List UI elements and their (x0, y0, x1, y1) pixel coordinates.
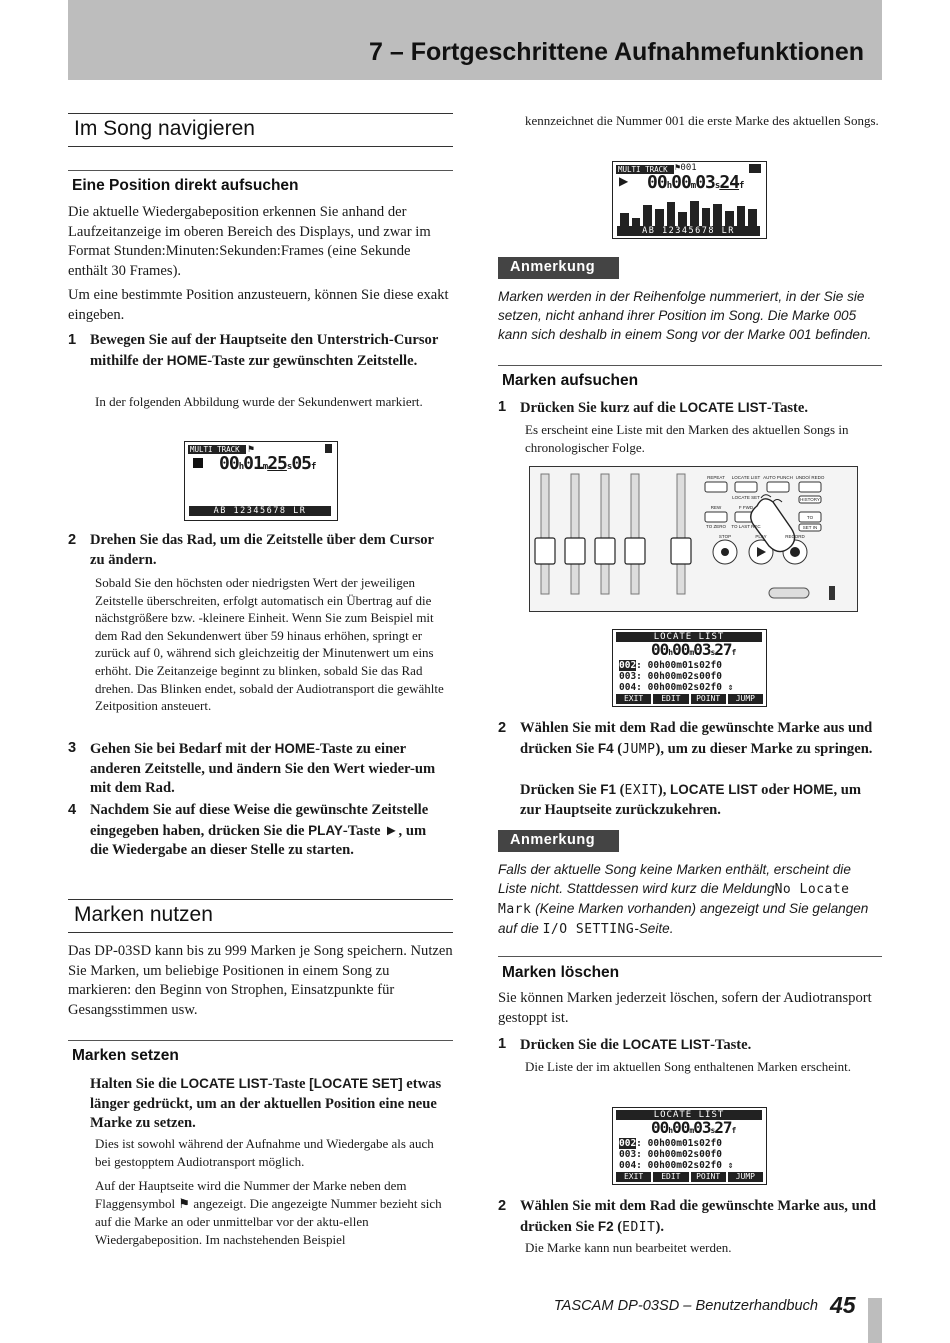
step-text: Wählen Sie mit dem Rad die gewünschte Marke aus, und drücken Sie (520, 1198, 876, 1235)
record-label: RECORD (785, 534, 805, 539)
step-text: -Taste. (766, 400, 809, 416)
step-number: 1 (68, 332, 77, 348)
step-text: Bewegen Sie auf der Hauptseite den Unterstrich-Cursor mithilfe der (90, 332, 439, 369)
key-label: LOCATE LIST (180, 1076, 268, 1091)
step-text: , um zur Hauptseite zurückzukehren. (520, 782, 862, 818)
level-meter-bar (713, 204, 722, 226)
f2-edit: EDIT (653, 1172, 688, 1182)
note-text: Marken werden in der Reihenfolge nummeriert, in der Sie sie setzen, nicht anhand ihrer Position im Song. Die Marke 005 kann sich deshalb in einem Song vor der Marke 001 befinden. (498, 289, 872, 342)
paragraph: Sie können Marken jederzeit löschen, sofern der Audiotransport gestoppt ist. (498, 990, 872, 1026)
list-item: 003: 00h00m02s00f0 (619, 1149, 722, 1160)
list-item: 002: 00h00m01s02f0 (619, 660, 722, 671)
lcd-seconds: 03 (693, 640, 711, 659)
flag-icon: ⚑ (247, 444, 256, 454)
set-instruction (90, 1074, 450, 1134)
subsection-title: Marken löschen (502, 964, 620, 981)
level-meter-bar (737, 206, 746, 226)
f4-jump: JUMP (728, 694, 763, 704)
locate-label: LOCATE LIST (731, 475, 761, 480)
subsection-title: Marken aufsuchen (502, 372, 639, 389)
mark-list (619, 660, 733, 693)
f1-exit: EXIT (616, 694, 651, 704)
step-text: , um zu dieser Marke zu springen. (660, 740, 873, 757)
lcd-title: MULTI TRACK (188, 445, 246, 454)
step-text: Drehen Sie das Rad, um die Zeitstelle über dem Cursor zu ändern. (90, 532, 434, 568)
step-text: Gehen Sie bei Bedarf mit der (90, 741, 275, 757)
step-number: 4 (68, 802, 77, 818)
level-meter-bar (690, 201, 699, 226)
key-label: F4 (597, 740, 614, 756)
key-label: PLAY (308, 822, 343, 838)
key-label: F1 (600, 782, 617, 797)
step-number: 1 (498, 1036, 507, 1052)
level-meter-bar (667, 202, 676, 226)
level-meter-bar (655, 209, 664, 226)
lcd-hours: 00 (647, 172, 667, 193)
step-text: -Taste zur gewünschten Zeitstelle. (207, 352, 418, 369)
step-text: -Taste zu einer anderen Zeitstelle, und ändern Sie den Wert wieder-um mit dem Rad. (90, 741, 436, 796)
scroll-icon: ⇕ (727, 682, 734, 693)
step-text: -Taste ►, um die Wiedergabe an dieser Stelle zu starten. (90, 822, 427, 858)
step-2 (68, 531, 445, 570)
paragraph: kennzeichnet die Nummer 001 die erste Marke des aktuellen Songs. (525, 113, 879, 128)
list-item: 004: 00h00m02s02f0 ⇕ (619, 682, 734, 693)
key-label: HOME (792, 782, 834, 797)
step-note: Sobald Sie den höchsten oder niedrigsten Wert der jeweiligen Zeitstelle überschreiten, erfolgt automatisch ein Übertrag auf die nächstgrößere bzw. -kleinere Einheit. Wenn Sie zum Beispiel mit dem Rad den Sekundenwert über 59 hinaus erhöhen, springt er zurück auf 0, während sich gleichzeitig der Minutenwert um eins erhöht. Die Zeitanzeige beginnt zu blinken, sobald Sie das Rad drehen. Das Blinken endet, sobald der Audiotransport die gewählte Zeitposition ansteuert. (95, 575, 444, 714)
lcd-text: EDIT (622, 1219, 656, 1235)
mark-number: ⚑001 (675, 163, 697, 173)
step-2: 2 Wählen Sie mit dem Rad die gewünschte Marke aus, und drücken Sie F2 (EDIT). (498, 1198, 876, 1235)
lcd-minutes: 00 (672, 640, 690, 659)
level-meter-bar (678, 212, 687, 226)
lcd-tracks: AB 12345678 LR (617, 226, 760, 236)
key-label: LOCATE LIST (679, 400, 767, 415)
note-badge: Anmerkung (498, 257, 619, 279)
lcd-hours: 00 (219, 453, 239, 474)
paragraph: Um eine bestimmte Position anzusteuern, können Sie diese exakt eingeben. (68, 287, 449, 323)
lcd-title: LOCATE LIST (616, 632, 762, 642)
step-note: Auf der Hauptseite wird die Nummer der Marke neben dem Flaggensymbol ⚑ angezeigt. Die angezeigte Nummer bezieht sich auf die Marke an oder unmittelbar vor der aktu-ellen Wiedergabeposition. Im nachstehenden Beispiel (95, 1178, 442, 1247)
section-title: Im Song navigieren (68, 113, 453, 147)
lcd-text: I/O SETTING (542, 922, 635, 937)
footer-bar (868, 1298, 882, 1343)
flag-icon: ⚑ (178, 1196, 191, 1212)
f4-jump: JUMP (728, 1172, 763, 1182)
step-2: 2 Wählen Sie mit dem Rad die gewünschte Marke aus und drücken Sie F4 (JUMP), um zu dieser Marke zu springen. (498, 720, 873, 757)
locate-set-label: LOCATE SET (732, 495, 760, 500)
step-note: Die Marke kann nun bearbeitet werden. (525, 1240, 732, 1255)
divider (498, 956, 882, 957)
step-1 (68, 331, 445, 371)
flag-icon: ⚑ (675, 163, 681, 173)
step-note: Es erscheint eine Liste mit den Marken des aktuellen Songs in chronologischer Folge. (525, 422, 849, 455)
step-1 (498, 1035, 880, 1056)
step-text: Drücken Sie (520, 782, 601, 798)
lcd-title: MULTI TRACK (616, 165, 674, 174)
key-label: HOME (166, 352, 208, 368)
step-text: Drücken Sie die (520, 1037, 623, 1053)
note-text: Falls der aktuelle Song keine Marken enthält, erscheint die Liste nicht. Stattdessen wird kurz die MeldungNo Locate Mark (Keine Marken vorhanden) angezeigt und Sie gelangen auf die I/O SETTING-Seite. (498, 862, 869, 937)
lcd-hours: 00 (651, 1118, 669, 1137)
list-item: 003: 00h00m02s00f0 (619, 671, 722, 682)
lcd-frames: 05 (291, 453, 312, 474)
paragraph: Die aktuelle Wiedergabeposition erkennen Sie anhand der Laufzeitanzeige im oberen Bereich des Displays, und zwar im Format Stunden:Minuten:Sekunden:Frames (eine Sekunde enthält 30 Frames). (68, 204, 431, 279)
lcd-minutes: 00 (671, 172, 691, 193)
ffwd-label: F FWD (738, 505, 754, 510)
mark-list (619, 1138, 733, 1171)
lcd-text: EXIT (624, 783, 658, 798)
f1-exit: EXIT (616, 1172, 651, 1182)
level-meter-bar (643, 205, 652, 226)
lcd-minutes: 00 (672, 1118, 690, 1137)
lcd-seconds: 25 (267, 453, 287, 474)
level-meters (619, 198, 759, 226)
lcd-seconds: 03 (693, 1118, 711, 1137)
lcd-locate-list: LOCATE LIST 00h00m03s27f 002: 00h00m01s02f0 003: 00h00m02s00f0 004: 00h00m02s02f0 ⇕ EXIT EDIT POINT JUMP (612, 629, 767, 707)
history-label: HISTORY (800, 497, 820, 502)
function-keys (616, 1172, 763, 1182)
card-icon (325, 444, 332, 453)
subsection-title: Eine Position direkt aufsuchen (68, 170, 453, 198)
card-icon (749, 164, 761, 173)
chapter-header (68, 0, 882, 80)
repeat-label: REPEAT (707, 475, 725, 480)
key-label: F2 (597, 1218, 614, 1234)
key-label: HOME (274, 741, 316, 756)
lcd-frames: 27 (714, 1118, 732, 1137)
level-meter-bar (725, 211, 734, 226)
f3-point: POINT (691, 694, 726, 704)
undo-label: UNDO/ REDO (795, 475, 825, 480)
lcd-text: No Locate Mark (498, 882, 850, 917)
lcd-frames: 27 (714, 640, 732, 659)
step-2-return: Drücken Sie F1 (EXIT), LOCATE LIST oder HOME, um zur Hauptseite zurückzukehren. (520, 782, 862, 818)
section-title: Marken nutzen (68, 899, 453, 933)
step-text: Nachdem Sie auf diese Weise die gewünschte Zeitstelle eingegeben haben, drücken Sie die (90, 802, 429, 839)
step-text: -Taste (267, 1076, 310, 1092)
list-item: 002: 00h00m01s02f0 (619, 1138, 722, 1149)
level-meter-bar (620, 213, 629, 226)
step-note: Dies ist sowohl während der Aufnahme und Wiedergabe als auch bei gestopptem Audiotransport möglich. (95, 1136, 434, 1169)
lcd-frames: 24 (719, 172, 740, 193)
lcd-hours: 00 (651, 640, 669, 659)
device-illustration (529, 466, 859, 612)
stop-icon (193, 458, 203, 468)
to-last-label: TO LAST REC (731, 524, 761, 529)
level-meter-bar (632, 218, 641, 226)
key-label: LOCATE LIST (622, 1037, 711, 1052)
level-meter-bar (748, 209, 757, 226)
lcd-tracks: AB 12345678 LR (189, 506, 331, 516)
lcd-main-screen: MULTI TRACK ⚑ 00h01m25s05f AB 12345678 LR (184, 441, 338, 521)
level-meter-bar (702, 208, 711, 226)
lcd-minutes: 01 (243, 453, 263, 474)
key-label: [LOCATE SET] (309, 1076, 403, 1091)
auto-punch-label: AUTO PUNCH (763, 475, 793, 480)
lcd-text: JUMP (622, 741, 656, 757)
step-text: Wählen Sie mit dem Rad die gewünschte Marke aus und drücken Sie (520, 720, 873, 757)
f2-edit: EDIT (653, 694, 688, 704)
list-item: 004: 00h00m02s02f0 ⇕ (619, 1160, 734, 1171)
f3-point: POINT (691, 1172, 726, 1182)
step-text: Halten Sie die (90, 1076, 181, 1092)
step-note: In der folgenden Abbildung wurde der Sekundenwert markiert. (95, 394, 423, 409)
step-text: oder (757, 782, 793, 798)
step-number: 1 (498, 399, 507, 415)
lcd-seconds: 03 (695, 172, 715, 193)
play-icon: ▶ (619, 174, 629, 188)
set-in-label: SET IN (802, 525, 818, 530)
footer-title: TASCAM DP-03SD – Benutzerhandbuch (553, 1298, 818, 1314)
lcd-locate-list: LOCATE LIST 00h00m03s27f 002: 00h00m01s02f0 003: 00h00m02s00f0 004: 00h00m02s02f0 ⇕ EXIT EDIT POINT JUMP (612, 1107, 767, 1185)
function-keys (616, 694, 763, 704)
rew-label: REW (710, 505, 722, 510)
play-label: PLAY (755, 534, 767, 539)
stop-label: STOP (718, 534, 732, 539)
to-zero-label: TO ZERO (706, 524, 726, 529)
page-number: 45 (830, 1292, 856, 1318)
chapter-title: 7 – Fortgeschrittene Aufnahmefunktionen (369, 38, 864, 66)
step-number: 2 (68, 532, 77, 548)
lcd-title: LOCATE LIST (616, 1110, 762, 1120)
step-number: 3 (68, 740, 77, 756)
paragraph: Das DP-03SD kann bis zu 999 Marken je Song speichern. Nutzen Sie Marken, um beliebige Positionen in einem Song zu markieren: den Beginn von Strophen, Einsatzpunkte für Gesangsstimmen usw. (68, 943, 453, 1018)
step-number: 2 (498, 720, 507, 736)
step-text: -Taste. (710, 1037, 752, 1053)
step-4 (68, 801, 445, 861)
step-text: Drücken Sie kurz auf die (520, 400, 680, 416)
step-text: . (660, 1218, 664, 1235)
step-number: 2 (498, 1198, 507, 1214)
step-3 (68, 739, 448, 799)
to-label: TO (806, 515, 814, 520)
lcd-main-screen-mark: MULTI TRACK ⚑001 ▶ 00h00m03s24f AB 12345678 LR (612, 161, 767, 239)
step-1 (498, 398, 880, 419)
step-text: etwas länger gedrückt, um an der aktuellen Position eine neue Marke zu setzen. (90, 1076, 442, 1131)
key-label: LOCATE LIST (670, 782, 758, 797)
scroll-icon: ⇕ (727, 1160, 734, 1171)
subsection-title: Marken setzen (68, 1040, 453, 1068)
note-badge: Anmerkung (498, 830, 619, 852)
step-note: Die Liste der im aktuellen Song enthaltenen Marken erscheint. (525, 1059, 851, 1074)
